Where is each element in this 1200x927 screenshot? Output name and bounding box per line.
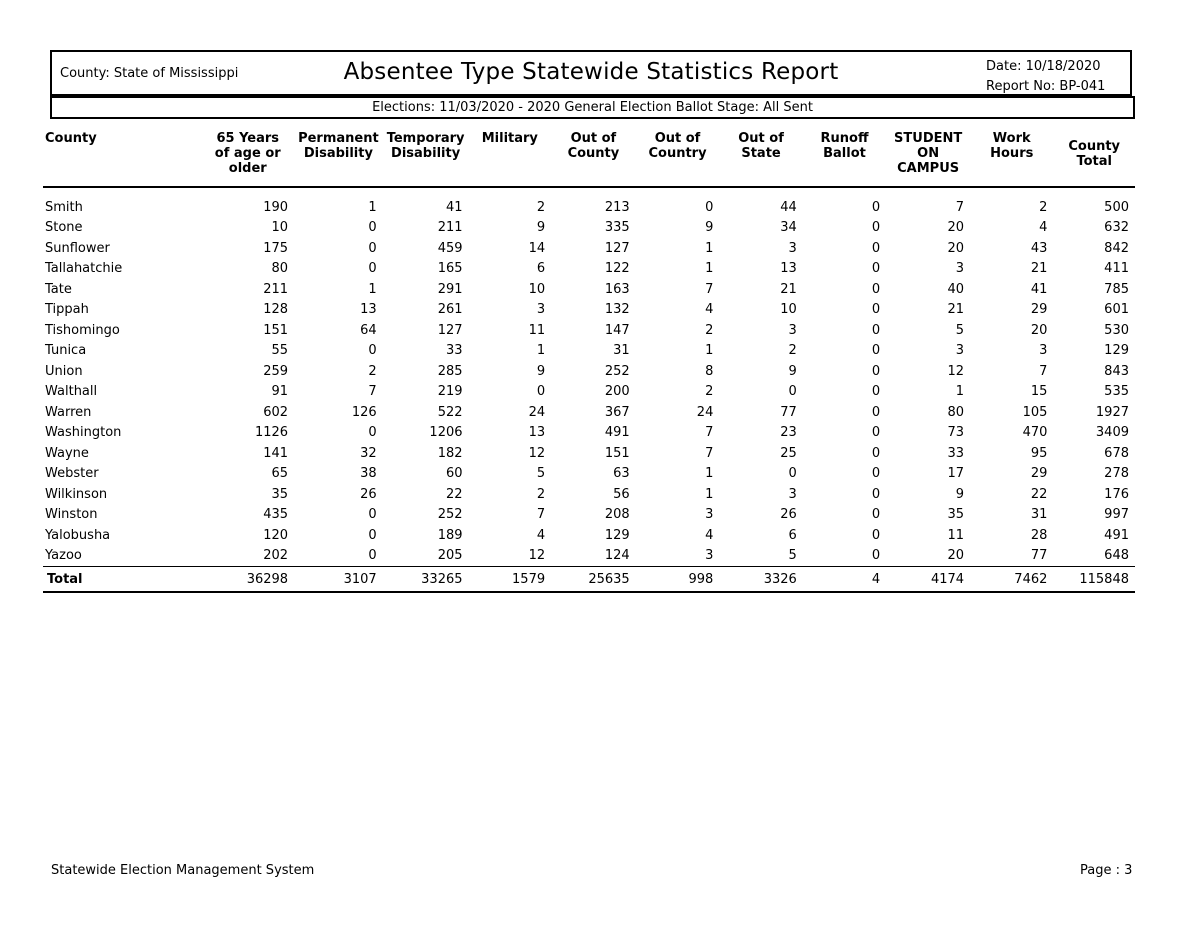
age-65-cell: 141 [263, 445, 289, 461]
table-row [43, 484, 1135, 505]
permanent-disability-cell: 1 [368, 199, 377, 215]
temporary-disability-cell: 219 [437, 384, 463, 400]
military-cell: 12 [528, 548, 546, 564]
student-on-campus-cell: 11 [947, 527, 965, 543]
out-of-country-cell: 0 [705, 199, 714, 215]
county-total-cell: 843 [1104, 363, 1129, 379]
temporary-disability-cell: 261 [437, 302, 463, 318]
student-on-campus-cell: 40 [947, 281, 965, 297]
table-row [43, 525, 1135, 546]
out-of-state-cell: 0 [788, 466, 797, 482]
student-on-campus-cell: 73 [947, 425, 965, 441]
total-permanent-disability: 3107 [294, 567, 383, 593]
out-of-county-cell: 63 [613, 466, 630, 482]
county-total-cell: 530 [1104, 322, 1129, 338]
table-row [43, 505, 1135, 526]
work-hours-cell: 2 [1039, 199, 1048, 215]
permanent-disability-cell: 2 [368, 363, 377, 379]
runoff-ballot-cell: 0 [871, 261, 881, 277]
permanent-disability-cell: 0 [368, 220, 377, 236]
out-of-country-cell: 8 [705, 363, 714, 379]
age-65-cell: 211 [263, 281, 289, 297]
total-65-years: 36298 [201, 567, 294, 593]
out-of-country-cell: 1 [705, 261, 714, 277]
work-hours-cell: 43 [1030, 240, 1048, 256]
permanent-disability-cell: 0 [368, 527, 377, 543]
table-row [43, 300, 1135, 321]
age-65-cell: 435 [263, 507, 289, 523]
total-county-total: 115848 [1053, 567, 1135, 593]
column-header-county-total: County Total [1053, 131, 1135, 187]
permanent-disability-cell: 0 [368, 240, 377, 256]
out-of-county-cell: 213 [604, 199, 630, 215]
age-65-cell: 65 [271, 466, 289, 482]
column-header-65-years [201, 131, 294, 187]
out-of-country-cell: 7 [705, 425, 714, 441]
student-on-campus-cell: 7 [955, 199, 965, 215]
column-header-label: Out of State [738, 131, 784, 161]
column-header-work-hours: Work Hours [970, 131, 1053, 187]
work-hours-cell: 29 [1030, 466, 1048, 482]
military-cell: 2 [536, 486, 546, 502]
election-subheader: Elections: 11/03/2020 - 2020 General Election Ballot Stage: All Sent [50, 96, 1135, 119]
out-of-country-cell: 3 [705, 548, 714, 564]
table-header-row [43, 131, 1135, 187]
temporary-disability-cell: 182 [437, 445, 463, 461]
county-name-cell: Tunica [45, 343, 87, 359]
column-header-permanent-disability: Permanent Disability [294, 131, 383, 187]
temporary-disability-cell: 459 [437, 240, 463, 256]
temporary-disability-cell: 291 [437, 281, 463, 297]
out-of-country-cell: 7 [705, 445, 714, 461]
footer-system-name: Statewide Election Management System [51, 863, 315, 878]
county-name-cell: Washington [45, 425, 122, 441]
military-cell: 7 [536, 507, 546, 523]
age-65-cell: 602 [263, 404, 289, 420]
out-of-country-cell: 1 [705, 466, 714, 482]
out-of-county-cell: 132 [604, 302, 630, 318]
county-total-cell: 678 [1104, 445, 1129, 461]
county-label: County: State of Mississippi [60, 66, 239, 81]
runoff-ballot-cell: 0 [871, 199, 881, 215]
military-cell: 13 [528, 425, 546, 441]
out-of-county-cell: 163 [604, 281, 630, 297]
work-hours-cell: 31 [1030, 507, 1048, 523]
table-row [43, 197, 1135, 218]
out-of-country-cell: 9 [705, 220, 714, 236]
out-of-country-cell: 24 [696, 404, 714, 420]
runoff-ballot-cell: 0 [871, 445, 881, 461]
out-of-county-cell: 127 [604, 240, 630, 256]
age-65-cell: 55 [271, 343, 289, 359]
work-hours-cell: 28 [1030, 527, 1048, 543]
out-of-state-cell: 13 [780, 261, 797, 277]
out-of-country-cell: 2 [705, 384, 714, 400]
out-of-state-cell: 10 [780, 302, 797, 318]
column-header-temporary-disability: Temporary Disability [383, 131, 469, 187]
total-out-of-county: 25635 [551, 567, 636, 593]
student-on-campus-cell: 35 [947, 507, 965, 523]
county-total-cell: 176 [1104, 486, 1129, 502]
column-header-military: Military [469, 131, 552, 187]
column-header-label: STUDENT ON CAMPUS [894, 131, 963, 176]
out-of-county-cell: 56 [613, 486, 630, 502]
age-65-cell: 128 [263, 302, 289, 318]
table-row [43, 423, 1135, 444]
total-out-of-state: 3326 [719, 567, 802, 593]
temporary-disability-cell: 33 [445, 343, 463, 359]
permanent-disability-cell: 0 [368, 548, 377, 564]
county-name-cell: Walthall [45, 384, 98, 400]
table-row [43, 238, 1135, 259]
military-cell: 9 [536, 363, 546, 379]
county-name-cell: Stone [45, 220, 83, 236]
runoff-ballot-cell: 0 [871, 240, 881, 256]
county-total-cell: 411 [1104, 261, 1129, 277]
report-date: Date: 10/18/2020 [986, 59, 1101, 74]
out-of-state-cell: 2 [788, 343, 797, 359]
runoff-ballot-cell: 0 [871, 486, 881, 502]
runoff-ballot-cell: 0 [871, 343, 881, 359]
temporary-disability-cell: 211 [437, 220, 463, 236]
out-of-state-cell: 3 [788, 322, 797, 338]
table-row [43, 259, 1135, 280]
student-on-campus-cell: 1 [955, 384, 965, 400]
column-header-out-of-state [719, 131, 802, 187]
age-65-cell: 259 [263, 363, 289, 379]
student-on-campus-cell: 3 [955, 261, 965, 277]
column-header-label: Out of County [567, 131, 620, 161]
table-spacer [43, 187, 1135, 197]
table-row [43, 464, 1135, 485]
out-of-country-cell: 4 [705, 302, 714, 318]
permanent-disability-cell: 1 [368, 281, 377, 297]
student-on-campus-cell: 5 [955, 322, 965, 338]
student-on-campus-cell: 33 [947, 445, 965, 461]
county-name-cell: Webster [45, 466, 99, 482]
military-cell: 6 [536, 261, 546, 277]
military-cell: 12 [528, 445, 546, 461]
column-header-student-on-campus [886, 131, 970, 187]
runoff-ballot-cell: 0 [871, 466, 881, 482]
out-of-state-cell: 21 [780, 281, 797, 297]
county-name-cell: Smith [45, 199, 83, 215]
age-65-cell: 175 [263, 240, 289, 256]
out-of-state-cell: 9 [788, 363, 797, 379]
military-cell: 0 [536, 384, 546, 400]
total-temporary-disability: 33265 [383, 567, 469, 593]
age-65-cell: 10 [271, 220, 289, 236]
table-row [43, 361, 1135, 382]
table-body [43, 187, 1135, 567]
runoff-ballot-cell: 0 [871, 404, 881, 420]
out-of-county-cell: 335 [604, 220, 630, 236]
age-65-cell: 35 [271, 486, 289, 502]
out-of-country-cell: 4 [705, 527, 714, 543]
out-of-country-cell: 1 [705, 240, 714, 256]
permanent-disability-cell: 32 [360, 445, 377, 461]
county-name-cell: Union [45, 363, 83, 379]
temporary-disability-cell: 522 [437, 404, 463, 420]
out-of-state-cell: 6 [788, 527, 797, 543]
table-row [43, 382, 1135, 403]
work-hours-cell: 470 [1022, 425, 1048, 441]
temporary-disability-cell: 189 [437, 527, 463, 543]
work-hours-cell: 22 [1030, 486, 1048, 502]
military-cell: 24 [528, 404, 546, 420]
column-header-runoff-ballot: Runoff Ballot [803, 131, 886, 187]
out-of-county-cell: 491 [604, 425, 630, 441]
temporary-disability-cell: 41 [445, 199, 463, 215]
out-of-state-cell: 26 [780, 507, 797, 523]
student-on-campus-cell: 21 [947, 302, 965, 318]
out-of-state-cell: 5 [788, 548, 797, 564]
county-total-cell: 648 [1104, 548, 1129, 564]
county-name-cell: Warren [45, 404, 92, 420]
column-header-label: 65 Years of age or older [214, 131, 281, 176]
work-hours-cell: 3 [1039, 343, 1048, 359]
runoff-ballot-cell: 0 [871, 322, 881, 338]
work-hours-cell: 29 [1030, 302, 1048, 318]
total-student-on-campus: 4174 [886, 567, 970, 593]
student-on-campus-cell: 12 [947, 363, 965, 379]
county-total-cell: 842 [1104, 240, 1129, 256]
county-name-cell: Sunflower [45, 240, 110, 256]
work-hours-cell: 105 [1022, 404, 1048, 420]
military-cell: 4 [536, 527, 546, 543]
permanent-disability-cell: 126 [351, 404, 377, 420]
column-header-out-of-county [551, 131, 636, 187]
out-of-county-cell: 124 [604, 548, 630, 564]
county-name-cell: Tallahatchie [45, 261, 123, 277]
report-number: Report No: BP-041 [986, 79, 1106, 94]
spacer-cell [43, 187, 1135, 197]
out-of-county-cell: 208 [604, 507, 630, 523]
military-cell: 10 [528, 281, 546, 297]
footer-page-number: Page : 3 [1080, 863, 1133, 878]
runoff-ballot-cell: 0 [871, 363, 881, 379]
out-of-state-cell: 0 [788, 384, 797, 400]
runoff-ballot-cell: 0 [871, 384, 881, 400]
age-65-cell: 91 [271, 384, 289, 400]
temporary-disability-cell: 205 [437, 548, 463, 564]
county-name-cell: Yazoo [45, 548, 82, 564]
permanent-disability-cell: 0 [368, 343, 377, 359]
military-cell: 3 [536, 302, 546, 318]
permanent-disability-cell: 38 [360, 466, 377, 482]
work-hours-cell: 77 [1030, 548, 1048, 564]
runoff-ballot-cell: 0 [871, 527, 881, 543]
permanent-disability-cell: 13 [360, 302, 377, 318]
county-name-cell: Wilkinson [45, 486, 108, 502]
age-65-cell: 202 [263, 548, 289, 564]
total-runoff-ballot: 4 [803, 567, 886, 593]
report-title: Absentee Type Statewide Statistics Report [343, 59, 839, 85]
county-total-cell: 535 [1104, 384, 1129, 400]
out-of-county-cell: 200 [604, 384, 630, 400]
county-total-cell: 1927 [1095, 404, 1129, 420]
out-of-state-cell: 25 [780, 445, 797, 461]
table-row [43, 218, 1135, 239]
runoff-ballot-cell: 0 [871, 302, 881, 318]
work-hours-cell: 95 [1030, 445, 1048, 461]
temporary-disability-cell: 252 [437, 507, 463, 523]
county-total-cell: 632 [1104, 220, 1129, 236]
permanent-disability-cell: 0 [368, 261, 377, 277]
county-total-cell: 500 [1104, 199, 1129, 215]
military-cell: 1 [536, 343, 546, 359]
county-total-cell: 785 [1104, 281, 1129, 297]
out-of-state-cell: 77 [780, 404, 797, 420]
out-of-country-cell: 1 [705, 343, 714, 359]
county-total-cell: 278 [1104, 466, 1129, 482]
runoff-ballot-cell: 0 [871, 220, 881, 236]
temporary-disability-cell: 127 [437, 322, 463, 338]
county-total-cell: 3409 [1095, 425, 1129, 441]
student-on-campus-cell: 80 [947, 404, 965, 420]
student-on-campus-cell: 17 [947, 466, 965, 482]
permanent-disability-cell: 64 [360, 322, 377, 338]
statistics-table [43, 131, 1135, 593]
age-65-cell: 190 [263, 199, 289, 215]
table-row [43, 341, 1135, 362]
runoff-ballot-cell: 0 [871, 425, 881, 441]
temporary-disability-cell: 1206 [429, 425, 463, 441]
temporary-disability-cell: 285 [437, 363, 463, 379]
county-total-cell: 997 [1104, 507, 1129, 523]
work-hours-cell: 15 [1030, 384, 1048, 400]
county-name-cell: Tate [45, 281, 72, 297]
column-header-out-of-country [636, 131, 720, 187]
runoff-ballot-cell: 0 [871, 281, 881, 297]
column-header-county: County [43, 131, 201, 187]
out-of-state-cell: 34 [780, 220, 797, 236]
age-65-cell: 1126 [254, 425, 289, 441]
total-out-of-country: 998 [636, 567, 720, 593]
out-of-county-cell: 252 [604, 363, 630, 379]
county-total-cell: 601 [1104, 302, 1129, 318]
out-of-country-cell: 3 [705, 507, 714, 523]
temporary-disability-cell: 165 [437, 261, 463, 277]
table-row [43, 279, 1135, 300]
age-65-cell: 120 [263, 527, 289, 543]
age-65-cell: 80 [271, 261, 289, 277]
county-name-cell: Wayne [45, 445, 89, 461]
out-of-state-cell: 44 [780, 199, 797, 215]
table-row [43, 443, 1135, 464]
table-row [43, 546, 1135, 567]
military-cell: 14 [528, 240, 546, 256]
out-of-state-cell: 23 [780, 425, 797, 441]
work-hours-cell: 7 [1039, 363, 1048, 379]
out-of-county-cell: 151 [604, 445, 630, 461]
student-on-campus-cell: 9 [955, 486, 965, 502]
permanent-disability-cell: 7 [368, 384, 377, 400]
out-of-country-cell: 2 [705, 322, 714, 338]
table-totals [43, 567, 1135, 593]
out-of-state-cell: 3 [788, 486, 797, 502]
work-hours-cell: 21 [1030, 261, 1048, 277]
county-name-cell: Yalobusha [45, 527, 111, 543]
county-name-cell: Tishomingo [45, 322, 120, 338]
work-hours-cell: 41 [1030, 281, 1048, 297]
total-work-hours: 7462 [970, 567, 1053, 593]
county-name-cell: Winston [45, 507, 98, 523]
temporary-disability-cell: 60 [445, 466, 463, 482]
out-of-county-cell: 129 [604, 527, 630, 543]
out-of-county-cell: 367 [604, 404, 630, 420]
military-cell: 11 [528, 322, 546, 338]
permanent-disability-cell: 26 [360, 486, 377, 502]
student-on-campus-cell: 3 [955, 343, 965, 359]
report-header [50, 50, 1132, 96]
out-of-county-cell: 147 [604, 322, 630, 338]
total-military: 1579 [469, 567, 552, 593]
totals-row [43, 567, 1135, 593]
table-row [43, 402, 1135, 423]
military-cell: 5 [536, 466, 546, 482]
military-cell: 2 [536, 199, 546, 215]
out-of-country-cell: 7 [705, 281, 714, 297]
out-of-county-cell: 31 [613, 343, 630, 359]
runoff-ballot-cell: 0 [871, 507, 881, 523]
temporary-disability-cell: 22 [445, 486, 463, 502]
county-name-cell: Tippah [45, 302, 89, 318]
permanent-disability-cell: 0 [368, 507, 377, 523]
column-header-label: Out of Country [648, 131, 707, 161]
county-total-cell: 491 [1104, 527, 1129, 543]
county-total-cell: 129 [1104, 343, 1129, 359]
out-of-country-cell: 1 [705, 486, 714, 502]
table-row [43, 320, 1135, 341]
runoff-ballot-cell: 0 [871, 548, 881, 564]
student-on-campus-cell: 20 [947, 548, 965, 564]
out-of-county-cell: 122 [604, 261, 630, 277]
work-hours-cell: 4 [1039, 220, 1048, 236]
totals-label: Total [43, 567, 201, 593]
student-on-campus-cell: 20 [947, 240, 965, 256]
work-hours-cell: 20 [1030, 322, 1048, 338]
out-of-state-cell: 3 [788, 240, 797, 256]
age-65-cell: 151 [263, 322, 289, 338]
student-on-campus-cell: 20 [947, 220, 965, 236]
military-cell: 9 [536, 220, 546, 236]
permanent-disability-cell: 0 [368, 425, 377, 441]
